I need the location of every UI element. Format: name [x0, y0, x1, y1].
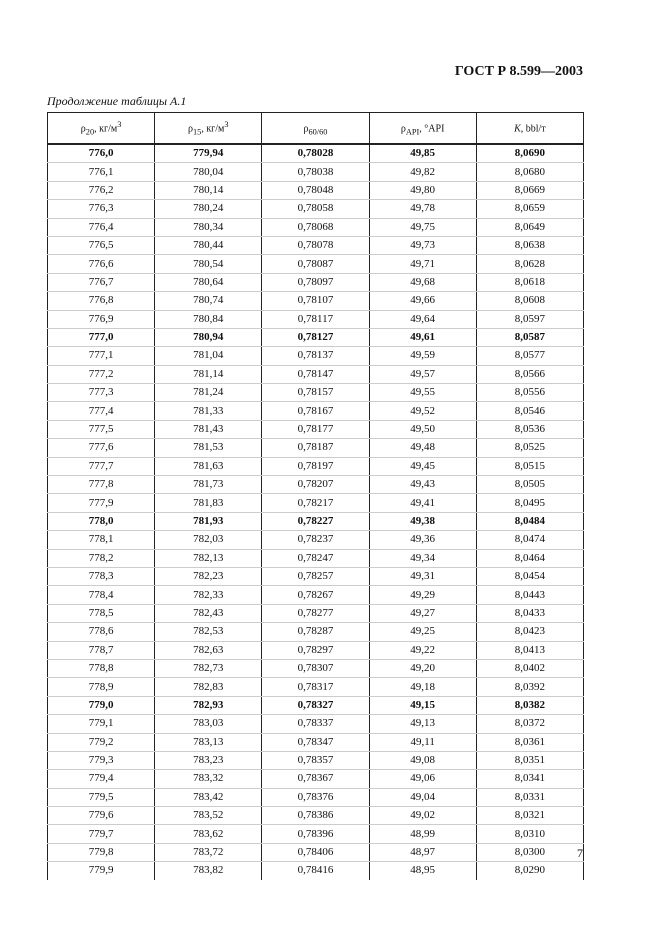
table-row — [48, 659, 584, 677]
k-cell: 8,0608 — [476, 292, 583, 310]
rho60-60-cell: 0,78406 — [262, 843, 369, 861]
k-cell: 8,0680 — [476, 163, 583, 181]
rho15-cell: 780,14 — [155, 181, 262, 199]
table-row — [48, 402, 584, 420]
table-row — [48, 292, 584, 310]
rho-api-cell: 49,45 — [369, 457, 476, 475]
rho15-cell: 783,23 — [155, 751, 262, 769]
k-cell: 8,0597 — [476, 310, 583, 328]
table-row — [48, 365, 584, 383]
table-row — [48, 696, 584, 714]
k-cell: 8,0300 — [476, 843, 583, 861]
table-row — [48, 531, 584, 549]
rho-api-cell: 49,04 — [369, 788, 476, 806]
table-row — [48, 273, 584, 291]
rho-api-cell: 49,41 — [369, 494, 476, 512]
rho20-cell: 777,2 — [48, 365, 155, 383]
rho15-cell: 781,43 — [155, 420, 262, 438]
rho60-60-cell: 0,78257 — [262, 567, 369, 585]
rho20-cell: 779,8 — [48, 843, 155, 861]
k-cell: 8,0577 — [476, 347, 583, 365]
rho20-cell: 777,7 — [48, 457, 155, 475]
rho20-cell: 779,5 — [48, 788, 155, 806]
rho20-cell: 777,6 — [48, 439, 155, 457]
table-row — [48, 733, 584, 751]
rho-api-cell: 48,97 — [369, 843, 476, 861]
rho-api-cell: 49,52 — [369, 402, 476, 420]
rho20-cell: 777,5 — [48, 420, 155, 438]
rho-api-cell: 49,02 — [369, 807, 476, 825]
rho20-cell: 778,8 — [48, 659, 155, 677]
rho15-cell: 783,72 — [155, 843, 262, 861]
rho60-60-cell: 0,78307 — [262, 659, 369, 677]
k-cell: 8,0515 — [476, 457, 583, 475]
rho15-cell: 780,54 — [155, 255, 262, 273]
rho-api-cell: 49,66 — [369, 292, 476, 310]
table-row — [48, 567, 584, 585]
rho-api-cell: 48,99 — [369, 825, 476, 843]
rho60-60-cell: 0,78367 — [262, 770, 369, 788]
rho-api-cell: 49,11 — [369, 733, 476, 751]
k-cell: 8,0536 — [476, 420, 583, 438]
page-number: 7 — [577, 846, 583, 860]
rho15-cell: 783,32 — [155, 770, 262, 788]
col-header-rho-api: $\rho_{API}$, °API — [369, 113, 476, 145]
table-row — [48, 439, 584, 457]
rho15-cell: 782,13 — [155, 549, 262, 567]
rho-api-cell: 49,06 — [369, 770, 476, 788]
k-cell: 8,0556 — [476, 384, 583, 402]
rho20-cell: 776,0 — [48, 144, 155, 163]
table-row — [48, 788, 584, 806]
rho15-cell: 780,64 — [155, 273, 262, 291]
rho15-cell: 782,03 — [155, 531, 262, 549]
rho60-60-cell: 0,78127 — [262, 328, 369, 346]
rho15-cell: 781,93 — [155, 512, 262, 530]
k-cell: 8,0659 — [476, 200, 583, 218]
rho60-60-cell: 0,78277 — [262, 604, 369, 622]
rho20-cell: 776,2 — [48, 181, 155, 199]
table-row — [48, 623, 584, 641]
rho60-60-cell: 0,78217 — [262, 494, 369, 512]
rho60-60-cell: 0,78297 — [262, 641, 369, 659]
rho60-60-cell: 0,78227 — [262, 512, 369, 530]
table-row — [48, 549, 584, 567]
table-row — [48, 384, 584, 402]
rho-api-cell: 49,34 — [369, 549, 476, 567]
rho60-60-cell: 0,78137 — [262, 347, 369, 365]
rho20-cell: 779,1 — [48, 715, 155, 733]
k-cell: 8,0454 — [476, 567, 583, 585]
table-row — [48, 862, 584, 880]
rho15-cell: 783,82 — [155, 862, 262, 880]
rho-api-cell: 49,29 — [369, 586, 476, 604]
k-cell: 8,0402 — [476, 659, 583, 677]
k-cell: 8,0372 — [476, 715, 583, 733]
k-cell: 8,0331 — [476, 788, 583, 806]
k-cell: 8,0321 — [476, 807, 583, 825]
rho60-60-cell: 0,78376 — [262, 788, 369, 806]
rho15-cell: 781,33 — [155, 402, 262, 420]
rho-api-cell: 49,80 — [369, 181, 476, 199]
density-table — [47, 112, 584, 880]
rho-api-cell: 49,25 — [369, 623, 476, 641]
rho-api-cell: 49,68 — [369, 273, 476, 291]
k-cell: 8,0525 — [476, 439, 583, 457]
table-row — [48, 200, 584, 218]
table-body — [48, 144, 584, 880]
rho60-60-cell: 0,78347 — [262, 733, 369, 751]
rho15-cell: 781,83 — [155, 494, 262, 512]
k-cell: 8,0484 — [476, 512, 583, 530]
rho15-cell: 783,52 — [155, 807, 262, 825]
rho-api-cell: 49,48 — [369, 439, 476, 457]
rho20-cell: 777,4 — [48, 402, 155, 420]
k-cell: 8,0443 — [476, 586, 583, 604]
table-row — [48, 457, 584, 475]
rho15-cell: 783,13 — [155, 733, 262, 751]
k-cell: 8,0669 — [476, 181, 583, 199]
rho-api-cell: 49,22 — [369, 641, 476, 659]
table-row — [48, 807, 584, 825]
rho15-cell: 782,23 — [155, 567, 262, 585]
rho60-60-cell: 0,78107 — [262, 292, 369, 310]
rho20-cell: 776,9 — [48, 310, 155, 328]
rho60-60-cell: 0,78177 — [262, 420, 369, 438]
table-row — [48, 494, 584, 512]
rho-api-cell: 49,78 — [369, 200, 476, 218]
table-row — [48, 512, 584, 530]
rho20-cell: 776,8 — [48, 292, 155, 310]
table-header-row — [48, 113, 584, 145]
rho60-60-cell: 0,78028 — [262, 144, 369, 163]
rho-api-cell: 49,36 — [369, 531, 476, 549]
rho15-cell: 782,33 — [155, 586, 262, 604]
rho-api-cell: 49,08 — [369, 751, 476, 769]
k-cell: 8,0649 — [476, 218, 583, 236]
rho60-60-cell: 0,78097 — [262, 273, 369, 291]
rho20-cell: 778,1 — [48, 531, 155, 549]
table-row — [48, 328, 584, 346]
rho60-60-cell: 0,78147 — [262, 365, 369, 383]
rho20-cell: 778,4 — [48, 586, 155, 604]
rho15-cell: 779,94 — [155, 144, 262, 163]
k-cell: 8,0505 — [476, 476, 583, 494]
col-header-rho60-60: $\rho_{60/60}$ — [262, 113, 369, 145]
rho20-cell: 776,1 — [48, 163, 155, 181]
k-cell: 8,0433 — [476, 604, 583, 622]
rho20-cell: 779,2 — [48, 733, 155, 751]
table-row — [48, 604, 584, 622]
rho20-cell: 777,1 — [48, 347, 155, 365]
table-row — [48, 678, 584, 696]
rho20-cell: 779,3 — [48, 751, 155, 769]
rho15-cell: 782,93 — [155, 696, 262, 714]
rho60-60-cell: 0,78327 — [262, 696, 369, 714]
rho60-60-cell: 0,78317 — [262, 678, 369, 696]
rho-api-cell: 49,85 — [369, 144, 476, 163]
rho20-cell: 779,4 — [48, 770, 155, 788]
k-cell: 8,0618 — [476, 273, 583, 291]
rho60-60-cell: 0,78357 — [262, 751, 369, 769]
rho-api-cell: 49,31 — [369, 567, 476, 585]
table-row — [48, 236, 584, 254]
table-row — [48, 144, 584, 163]
k-cell: 8,0566 — [476, 365, 583, 383]
rho-api-cell: 49,71 — [369, 255, 476, 273]
rho60-60-cell: 0,78416 — [262, 862, 369, 880]
k-cell: 8,0464 — [476, 549, 583, 567]
table-row — [48, 843, 584, 861]
k-cell: 8,0310 — [476, 825, 583, 843]
k-cell: 8,0382 — [476, 696, 583, 714]
rho15-cell: 780,24 — [155, 200, 262, 218]
rho-api-cell: 49,61 — [369, 328, 476, 346]
rho15-cell: 781,73 — [155, 476, 262, 494]
k-cell: 8,0290 — [476, 862, 583, 880]
rho-api-cell: 49,75 — [369, 218, 476, 236]
rho60-60-cell: 0,78247 — [262, 549, 369, 567]
table-row — [48, 420, 584, 438]
rho60-60-cell: 0,78038 — [262, 163, 369, 181]
col-header-rho15: $\rho_{15}$, $кг/м^3$ — [155, 113, 262, 145]
rho15-cell: 781,04 — [155, 347, 262, 365]
rho15-cell: 782,63 — [155, 641, 262, 659]
rho-api-cell: 49,20 — [369, 659, 476, 677]
rho60-60-cell: 0,78267 — [262, 586, 369, 604]
rho20-cell: 778,5 — [48, 604, 155, 622]
rho20-cell: 776,3 — [48, 200, 155, 218]
k-cell: 8,0413 — [476, 641, 583, 659]
rho60-60-cell: 0,78078 — [262, 236, 369, 254]
rho60-60-cell: 0,78386 — [262, 807, 369, 825]
table-row — [48, 751, 584, 769]
k-cell: 8,0474 — [476, 531, 583, 549]
rho20-cell: 776,6 — [48, 255, 155, 273]
rho-api-cell: 49,27 — [369, 604, 476, 622]
table-row — [48, 586, 584, 604]
rho20-cell: 777,9 — [48, 494, 155, 512]
rho60-60-cell: 0,78117 — [262, 310, 369, 328]
table-row — [48, 715, 584, 733]
rho15-cell: 780,94 — [155, 328, 262, 346]
rho-api-cell: 49,13 — [369, 715, 476, 733]
k-cell: 8,0495 — [476, 494, 583, 512]
rho15-cell: 781,14 — [155, 365, 262, 383]
k-cell: 8,0546 — [476, 402, 583, 420]
rho60-60-cell: 0,78068 — [262, 218, 369, 236]
rho-api-cell: 48,95 — [369, 862, 476, 880]
rho15-cell: 780,34 — [155, 218, 262, 236]
rho-api-cell: 49,43 — [369, 476, 476, 494]
table-row — [48, 255, 584, 273]
table-row — [48, 347, 584, 365]
table-row — [48, 310, 584, 328]
rho15-cell: 780,04 — [155, 163, 262, 181]
rho60-60-cell: 0,78207 — [262, 476, 369, 494]
rho20-cell: 778,0 — [48, 512, 155, 530]
rho60-60-cell: 0,78396 — [262, 825, 369, 843]
rho15-cell: 780,74 — [155, 292, 262, 310]
rho-api-cell: 49,55 — [369, 384, 476, 402]
col-header-k: K, bbl/т — [476, 113, 583, 145]
rho-api-cell: 49,57 — [369, 365, 476, 383]
rho20-cell: 776,7 — [48, 273, 155, 291]
table-row — [48, 770, 584, 788]
document-code: ГОСТ Р 8.599—2003 — [454, 64, 583, 79]
rho15-cell: 780,84 — [155, 310, 262, 328]
k-cell: 8,0361 — [476, 733, 583, 751]
rho-api-cell: 49,15 — [369, 696, 476, 714]
rho60-60-cell: 0,78197 — [262, 457, 369, 475]
rho20-cell: 778,7 — [48, 641, 155, 659]
k-cell: 8,0423 — [476, 623, 583, 641]
k-cell: 8,0341 — [476, 770, 583, 788]
rho20-cell: 779,0 — [48, 696, 155, 714]
k-cell: 8,0392 — [476, 678, 583, 696]
rho15-cell: 782,53 — [155, 623, 262, 641]
table-row — [48, 641, 584, 659]
rho20-cell: 778,9 — [48, 678, 155, 696]
table-row — [48, 825, 584, 843]
rho15-cell: 782,73 — [155, 659, 262, 677]
rho20-cell: 778,6 — [48, 623, 155, 641]
rho20-cell: 779,9 — [48, 862, 155, 880]
rho15-cell: 782,43 — [155, 604, 262, 622]
rho60-60-cell: 0,78058 — [262, 200, 369, 218]
rho15-cell: 781,63 — [155, 457, 262, 475]
rho20-cell: 776,5 — [48, 236, 155, 254]
rho15-cell: 783,42 — [155, 788, 262, 806]
rho60-60-cell: 0,78287 — [262, 623, 369, 641]
rho-api-cell: 49,18 — [369, 678, 476, 696]
rho60-60-cell: 0,78167 — [262, 402, 369, 420]
rho20-cell: 777,0 — [48, 328, 155, 346]
rho20-cell: 777,8 — [48, 476, 155, 494]
rho20-cell: 778,2 — [48, 549, 155, 567]
rho60-60-cell: 0,78337 — [262, 715, 369, 733]
rho60-60-cell: 0,78157 — [262, 384, 369, 402]
rho20-cell: 778,3 — [48, 567, 155, 585]
rho20-cell: 776,4 — [48, 218, 155, 236]
rho60-60-cell: 0,78237 — [262, 531, 369, 549]
table-row — [48, 163, 584, 181]
table-caption: Продолжение таблицы А.1 — [47, 94, 187, 108]
table-row — [48, 218, 584, 236]
rho15-cell: 783,62 — [155, 825, 262, 843]
rho-api-cell: 49,38 — [369, 512, 476, 530]
rho-api-cell: 49,82 — [369, 163, 476, 181]
rho20-cell: 779,7 — [48, 825, 155, 843]
rho15-cell: 781,53 — [155, 439, 262, 457]
k-cell: 8,0587 — [476, 328, 583, 346]
rho-api-cell: 49,64 — [369, 310, 476, 328]
rho20-cell: 779,6 — [48, 807, 155, 825]
k-cell: 8,0351 — [476, 751, 583, 769]
table-row — [48, 476, 584, 494]
rho60-60-cell: 0,78087 — [262, 255, 369, 273]
rho15-cell: 783,03 — [155, 715, 262, 733]
col-header-rho20: $\rho_{20}$, $кг/м^3$ — [48, 113, 155, 145]
rho-api-cell: 49,50 — [369, 420, 476, 438]
k-cell: 8,0690 — [476, 144, 583, 163]
rho15-cell: 781,24 — [155, 384, 262, 402]
rho60-60-cell: 0,78187 — [262, 439, 369, 457]
table-row — [48, 181, 584, 199]
rho20-cell: 777,3 — [48, 384, 155, 402]
k-cell: 8,0638 — [476, 236, 583, 254]
rho15-cell: 782,83 — [155, 678, 262, 696]
k-cell: 8,0628 — [476, 255, 583, 273]
rho-api-cell: 49,73 — [369, 236, 476, 254]
rho60-60-cell: 0,78048 — [262, 181, 369, 199]
rho-api-cell: 49,59 — [369, 347, 476, 365]
rho15-cell: 780,44 — [155, 236, 262, 254]
